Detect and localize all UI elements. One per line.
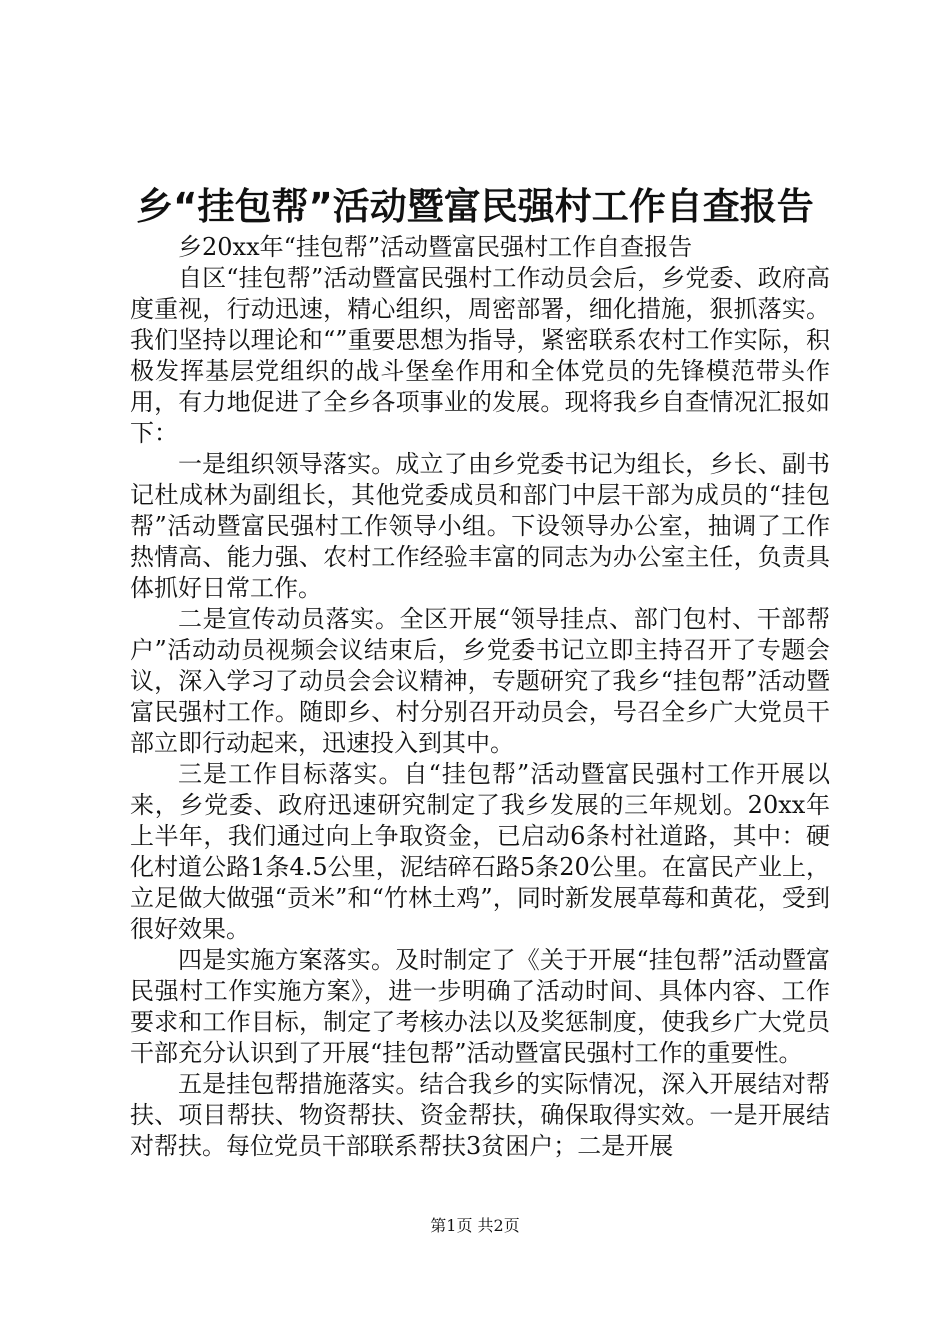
page-title: 乡“挂包帮”活动暨富民强村工作自查报告 bbox=[136, 185, 814, 228]
paragraph-subtitle: 乡20xx年“挂包帮”活动暨富民强村工作自查报告 bbox=[178, 233, 693, 261]
document-body bbox=[130, 232, 830, 1162]
paragraph-intro: 自区“挂包帮”活动暨富民强村工作动员会后，乡党委、政府高度重视，行动迅速，精心组织，周密部署，细化措施，狠抓落实。我们坚持以理论和“”重要思想为指导，紧密联系农村工作实际，积极发挥基层党组织的战斗堡垒作用和全体党员的先锋模范带头作用，有力地促进了全乡各项事业的发展。现将我乡自查情况汇报如下： bbox=[130, 264, 830, 447]
paragraph-plan: 四是实施方案落实。及时制定了《关于开展“挂包帮”活动暨富民强村工作实施方案》，进一步明确了活动时间、具体内容、工作要求和工作目标，制定了考核办法以及奖惩制度，使我乡广大党员干部充分认识到了开展“挂包帮”活动暨富民强村工作的重要性。 bbox=[130, 946, 830, 1067]
paragraph-organization: 一是组织领导落实。成立了由乡党委书记为组长，乡长、副书记杜成林为副组长，其他党委成员和部门中层干部为成员的“挂包帮”活动暨富民强村工作领导小组。下设领导办公室，抽调了工作热情高、能力强、农村工作经验丰富的同志为办公室主任，负责具体抓好日常工作。 bbox=[130, 450, 830, 602]
page-footer: 第1页 共2页 bbox=[430, 1216, 520, 1235]
paragraph-targets: 三是工作目标落实。自“挂包帮”活动暨富民强村工作开展以来，乡党委、政府迅速研究制定了我乡发展的三年规划。20xx年上半年，我们通过向上争取资金，已启动6条村社道路，其中：硬化村道公路1条4.5公里，泥结碎石路5条20公里。在富民产业上，立足做大做强“贡米”和“竹林土鸡”，同时新发展草莓和黄花，受到很好效果。 bbox=[130, 760, 830, 943]
paragraph-measures: 五是挂包帮措施落实。结合我乡的实际情况，深入开展结对帮扶、项目帮扶、物资帮扶、资金帮扶，确保取得实效。一是开展结对帮扶。每位党员干部联系帮扶3贫困户；二是开展 bbox=[130, 1070, 830, 1160]
paragraph-publicity: 二是宣传动员落实。全区开展“领导挂点、部门包村、干部帮户”活动动员视频会议结束后，乡党委书记立即主持召开了专题会议，深入学习了动员会会议精神，专题研究了我乡“挂包帮”活动暨富民强村工作。随即乡、村分别召开动员会，号召全乡广大党员干部立即行动起来，迅速投入到其中。 bbox=[130, 605, 830, 757]
